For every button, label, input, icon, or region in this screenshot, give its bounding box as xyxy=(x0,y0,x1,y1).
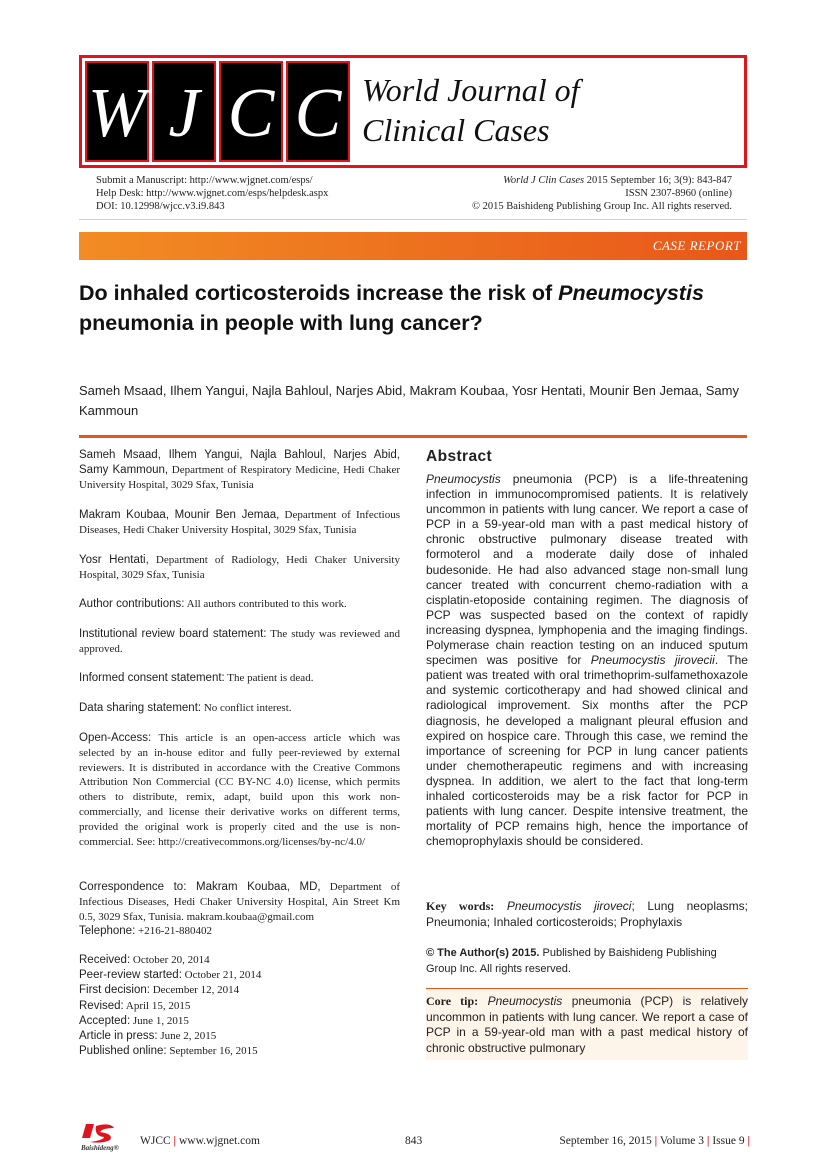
logo-letter-c2: C xyxy=(286,61,350,162)
citation-journal: World J Clin Cases xyxy=(503,175,585,186)
keywords xyxy=(426,899,748,930)
footer-date: September 16, 2015 xyxy=(559,1135,652,1147)
affiliation-dept: Department of Infectious Diseases, Hedi Chaker University Hospital, 3029 Sfax, Tunisia xyxy=(79,509,400,536)
open-access-statement xyxy=(79,731,400,849)
title-part2: pneumonia in people with lung cancer? xyxy=(79,311,483,335)
footer-url[interactable]: www.wjgnet.com xyxy=(178,1135,260,1147)
affiliation-names: Makram Koubaa, Mounir Ben Jemaa, xyxy=(79,509,280,521)
copyright-block xyxy=(426,946,748,977)
date-value: April 15, 2015 xyxy=(123,999,191,1012)
abstract-italic-2: Pneumocystis jirovecii xyxy=(590,653,715,668)
date-published xyxy=(79,1044,400,1059)
date-first-decision xyxy=(79,983,400,998)
keywords-text: ; Lung neoplasms; Pneumonia; Inhaled corticosteroids; Prophylaxis xyxy=(426,899,749,929)
journal-name-line1: World Journal of xyxy=(362,72,580,108)
author-contributions xyxy=(79,597,400,612)
section-label: CASE REPORT xyxy=(652,238,741,253)
date-peer-review xyxy=(79,968,400,983)
statement-label: Author contributions: xyxy=(79,598,185,610)
core-tip-italic: Pneumocystis xyxy=(478,994,563,1008)
abstract-body xyxy=(426,472,748,849)
copyright-text: Published by Baishideng Publishing Group Inc. All rights reserved. xyxy=(426,947,717,975)
citation-details: 2015 September 16; 3(9): 843-847 xyxy=(584,175,732,186)
statement-text: The patient is dead. xyxy=(224,672,314,684)
date-label: Published online: xyxy=(79,1045,167,1058)
statement-label: Institutional review board statement: xyxy=(79,628,267,640)
logo-letter-j: J xyxy=(152,61,216,162)
date-label: Revised: xyxy=(79,999,124,1012)
date-value: December 12, 2014 xyxy=(149,984,240,997)
date-label: Accepted: xyxy=(79,1014,131,1027)
statement-label: Informed consent statement: xyxy=(79,672,225,684)
affiliation-dept: Department of Respiratory Medicine, Hedi Chaker University Hospital, 3029 Sfax, Tunisia xyxy=(79,463,400,491)
affiliation-3 xyxy=(79,553,400,583)
publisher-name: Baishideng® xyxy=(81,1144,119,1152)
doi: DOI: 10.12998/wjcc.v3.i9.843 xyxy=(96,201,225,212)
statement-label: Data sharing statement: xyxy=(79,702,202,714)
date-value: September 16, 2015 xyxy=(166,1045,258,1058)
correspondence-label: Correspondence to: Makram Koubaa, MD, xyxy=(79,881,321,893)
author-list: Sameh Msaad, Ilhem Yangui, Najla Bahloul, Narjes Abid, Makram Koubaa, Yosr Hentati, Mounir Ben Jemaa, Samy Kammoun xyxy=(79,383,739,418)
affiliation-1 xyxy=(79,448,400,492)
abstract-text-1: pneumonia (PCP) is a life-threatening infection in immunocompromised patients. It is relatively uncommon in patients with lung cancer. We report a case of PCP in a 59-year-old man with a past medical history of chronic obstructive pulmonary disease treated with formoterol and a moderate daily dose of inhaled budesonide. He had also advanced stage non-small lung cancer treated with concurrent chemo-radiation with a cisplatin-etoposide containing regimen. The diagnosis of PCP was suspected based on the context of rapidly increasing dyspnea, lymphopenia and the imaging findings. Polymerase chain reaction testing on an induced sputum specimen was positive for xyxy=(426,472,748,668)
date-label: Peer-review started: xyxy=(79,969,182,982)
affiliation-2 xyxy=(79,508,400,538)
copyright-bold: © The Author(s) 2015. xyxy=(426,947,540,959)
article-dates xyxy=(79,953,400,1059)
date-accepted xyxy=(79,1014,400,1029)
date-label: Received: xyxy=(79,954,131,966)
date-label: First decision: xyxy=(79,984,150,997)
keywords-italic: Pneumocystis jiroveci xyxy=(494,899,632,913)
meta-copyright: © 2015 Baishideng Publishing Group Inc. All rights reserved. xyxy=(472,201,732,212)
citation xyxy=(503,174,732,187)
abstract-text-2: . The patient was treated with oral trimethoprim-sulfamethoxazole and systemic corticotherapy and had showed clinical and radiological improvement. Six months after the PCP diagnosis, he developed a malignant pleural effusion and expired on hospice care. Through this case, we remind the importance of screening for PCP in lung cancer patients under chemotherapeutic regimens and with increasing dyspnea. In addition, we alert to the fact that long-term inhaled corticosteroids may be a risk factor for PCP in patients with lung cancer. Despite intensive treatment, the mortality of PCP remains high, hence the importance of chemoprophylaxis should be considered. xyxy=(426,653,748,849)
correspondence xyxy=(79,880,400,939)
telephone-label: Telephone: xyxy=(79,925,136,938)
date-value: June 1, 2015 xyxy=(130,1014,189,1027)
meta-divider xyxy=(79,219,747,220)
abstract-italic-1: Pneumocystis xyxy=(426,472,501,486)
statement-text: The study was reviewed and approved. xyxy=(79,628,400,655)
issn: ISSN 2307-8960 (online) xyxy=(625,188,732,199)
journal-name-line2: Clinical Cases xyxy=(362,112,550,148)
footer-issue: Issue 9 xyxy=(712,1135,745,1147)
consent-statement xyxy=(79,671,400,686)
core-tip-label: Core tip: xyxy=(426,994,479,1008)
footer-issue-info xyxy=(559,1135,750,1147)
footer-separator: | xyxy=(173,1135,177,1147)
date-received xyxy=(79,953,400,968)
footer-volume: Volume 3 xyxy=(659,1135,705,1147)
affiliation-dept: Department of Radiology, Hedi Chaker University Hospital, 3029 Sfax, Tunisia xyxy=(79,554,400,581)
title-part1: Do inhaled corticosteroids increase the risk of xyxy=(79,281,559,305)
abstract-heading: Abstract xyxy=(426,448,493,465)
footer-page-number: 843 xyxy=(405,1135,423,1147)
core-tip xyxy=(426,988,748,1060)
logo-letter-c1: C xyxy=(219,61,283,162)
data-sharing-statement xyxy=(79,701,400,716)
statement-text: This article is an open-access article which was selected by an in-house editor and fully peer-reviewed by external reviewers. It is distributed in accordance with the Creative Commons Attribution Non Commercial (CC BY-NC 4.0) license, which permits others to distribute, remix, adapt, build upon this work non-commercially, and license their derivative works on different terms, provided the original work is properly cited and the use is non-commercial. See: http://creativecommons.org/licenses/by-nc/4.0/ xyxy=(79,732,400,848)
date-in-press xyxy=(79,1029,400,1044)
statement-text: All authors contributed to this work. xyxy=(184,598,347,610)
footer-journal: WJCC xyxy=(140,1135,171,1147)
date-value: June 2, 2015 xyxy=(157,1030,217,1043)
logo-letter-w: W xyxy=(85,61,149,162)
article-title xyxy=(79,278,751,338)
title-italic: Pneumocystis xyxy=(558,281,704,305)
date-value: October 21, 2014 xyxy=(181,969,262,982)
keywords-label: Key words: xyxy=(426,899,495,913)
date-value: October 20, 2014 xyxy=(130,954,210,966)
help-desk-link[interactable]: Help Desk: http://www.wjgnet.com/esps/helpdesk.aspx xyxy=(96,188,329,199)
footer-journal-url xyxy=(140,1135,260,1147)
footer-separator: | xyxy=(747,1135,750,1147)
section-bar xyxy=(79,232,747,260)
journal-masthead xyxy=(79,55,747,168)
date-revised xyxy=(79,999,400,1014)
statement-text: No conflict interest. xyxy=(201,702,292,714)
publisher-logo xyxy=(80,1122,126,1152)
footer-separator: | xyxy=(706,1135,710,1147)
correspondence-address: Department of Infectious Diseases, Hedi Chaker University Hospital, Ain Street Km 0.5, 3029 Sfax, Tunisia. makram.koubaa@gmail.com xyxy=(79,881,400,923)
core-tip-text: pneumonia (PCP) is relatively uncommon in patients with lung cancer. We report a case of PCP in a 59-year-old man with a past medical history of chronic obstructive pulmonary xyxy=(426,994,748,1055)
section-divider xyxy=(79,435,747,438)
date-label: Article in press: xyxy=(79,1030,158,1043)
footer-separator: | xyxy=(654,1135,658,1147)
submit-link[interactable]: Submit a Manuscript: http://www.wjgnet.com/esps/ xyxy=(96,175,313,186)
affiliation-names: Yosr Hentati, xyxy=(79,554,149,566)
statement-label: Open-Access: xyxy=(79,732,152,744)
affiliation-names: Sameh Msaad, Ilhem Yangui, Najla Bahloul, Narjes Abid, Samy Kammoun, xyxy=(79,449,400,476)
publisher-logo-icon xyxy=(80,1122,126,1152)
telephone-number: +216-21-880402 xyxy=(135,925,213,938)
irb-statement xyxy=(79,627,400,657)
